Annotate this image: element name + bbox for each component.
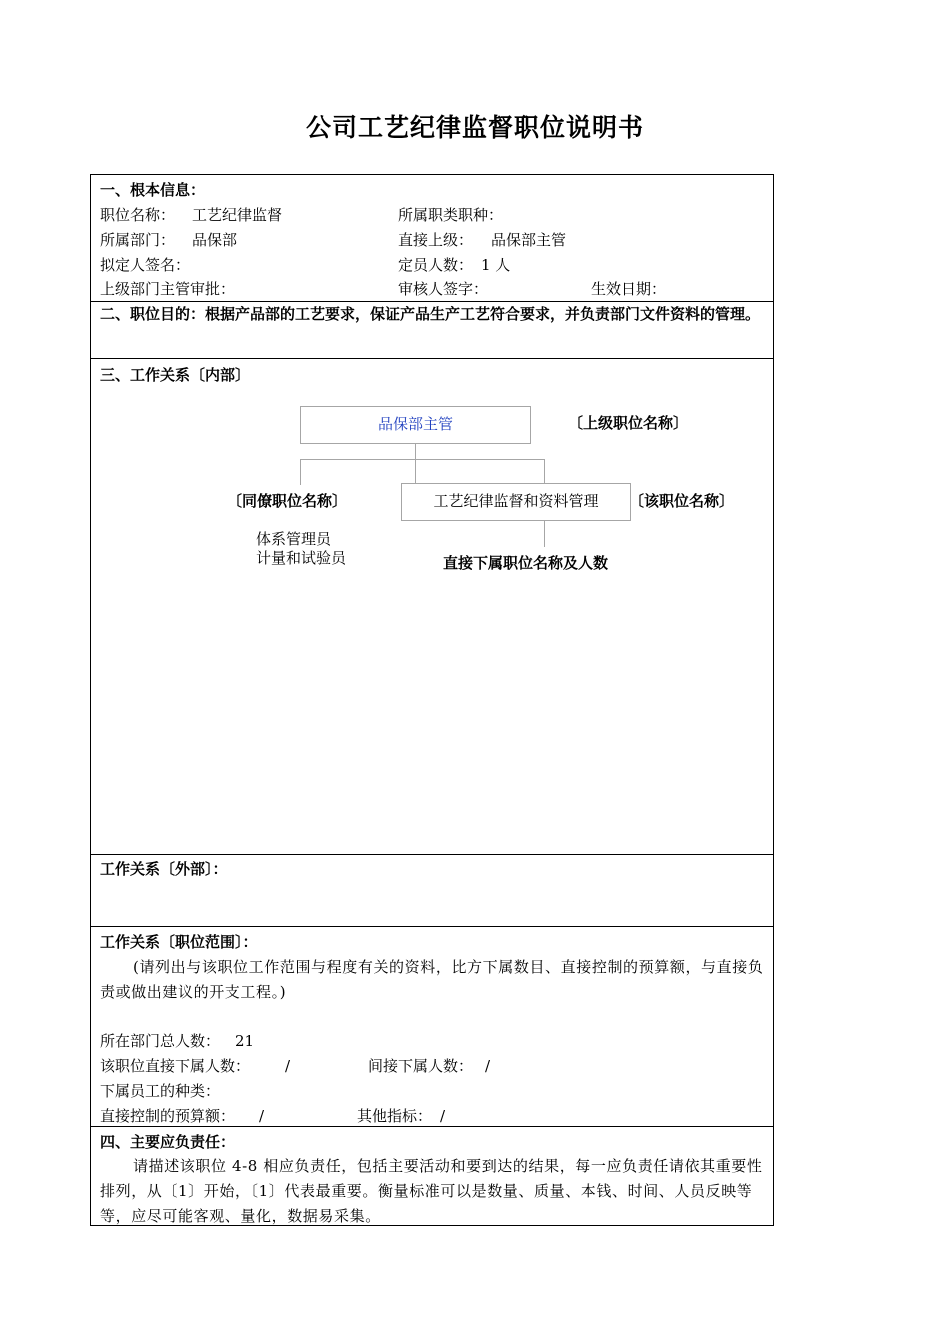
other-indicators-value: / [440,1107,446,1125]
current-position-tag: 〔该职位名称〕 [629,492,735,510]
supervisor-value: 品保部主管 [491,231,567,249]
divider [91,926,773,927]
form-table [90,174,774,1226]
department-label: 所属部门： [100,231,176,249]
org-connector [415,444,416,459]
scope-instruction: (请列出与该职位工作范围与程度有关的资料，比方下属数目、直接控制的预算额，与直接负责或做出建议的开支工程。) [100,958,764,1001]
duties-instruction: 请描述该职位 4-8 相应负责任，包括主要活动和要到达的结果，每一应负责任请依其重要性排列，从〔1〕开始，〔1〕代表最重要。衡量标准可以是数量、质量、本钱、时间、人员反映等等，应尽可能客观、量化，数据易采集。 [100,1157,763,1225]
org-connector [415,459,416,485]
position-name-label: 职位名称： [100,206,176,224]
total-staff-label: 所在部门总人数： [100,1032,221,1050]
budget-label: 直接控制的预算额： [100,1107,236,1125]
headcount-value: 1 人 [481,256,511,274]
superior-position-tag: 〔上级职位名称〕 [568,414,689,432]
other-indicators-label: 其他指标： [357,1107,433,1125]
direct-subordinates-value: / [285,1057,291,1075]
direct-subordinates-label: 该职位直接下属人数： [100,1057,251,1075]
org-connector [544,521,545,547]
effective-date-label: 生效日期： [591,280,667,298]
approver-label: 上级部门主管审批： [100,280,236,298]
purpose-text: 二、职位目的：根据产品部的工艺要求，保证产品生产工艺符合要求，并负责部门文件资料的管理。 [100,305,761,323]
peer-position-2: 计量和试验员 [256,549,347,567]
supervisor-label: 直接上级： [398,231,474,249]
external-relations-heading: 工作关系〔外部〕： [100,860,228,878]
divider [91,854,773,855]
scope-heading: 工作关系〔职位范围〕： [100,933,258,951]
budget-value: / [259,1107,265,1125]
subordinate-kinds-label: 下属员工的种类： [100,1082,221,1100]
indirect-subordinates-value: / [485,1057,491,1075]
org-connector [300,459,301,485]
duties-heading: 四、主要应负责任： [100,1133,236,1151]
position-name-value: 工艺纪律监督 [192,206,283,224]
superior-position-box: 品保部主管 [300,406,531,444]
document-title: 公司工艺纪律监督职位说明书 [305,113,644,142]
headcount-label: 定员人数： [398,256,474,274]
org-connector [300,459,545,460]
category-label: 所属职类职种： [398,206,504,224]
reviewer-label: 审核人签字： [398,280,489,298]
current-position-box: 工艺纪律监督和资料管理 [401,483,631,521]
internal-relations-heading: 三、工作关系〔内部〕 [100,366,251,384]
department-value: 品保部 [192,231,238,249]
org-connector [544,459,545,485]
indirect-subordinates-label: 间接下属人数： [368,1057,474,1075]
basic-info-heading: 一、根本信息： [100,181,206,199]
drafter-label: 拟定人签名： [100,256,191,274]
divider [91,358,773,359]
peer-position-tag: 〔同僚职位名称〕 [227,492,348,510]
divider [91,1126,773,1127]
peer-position-1: 体系管理员 [256,530,332,548]
subordinate-tag: 直接下属职位名称及人数 [443,554,609,572]
total-staff-value: 21 [235,1032,255,1050]
